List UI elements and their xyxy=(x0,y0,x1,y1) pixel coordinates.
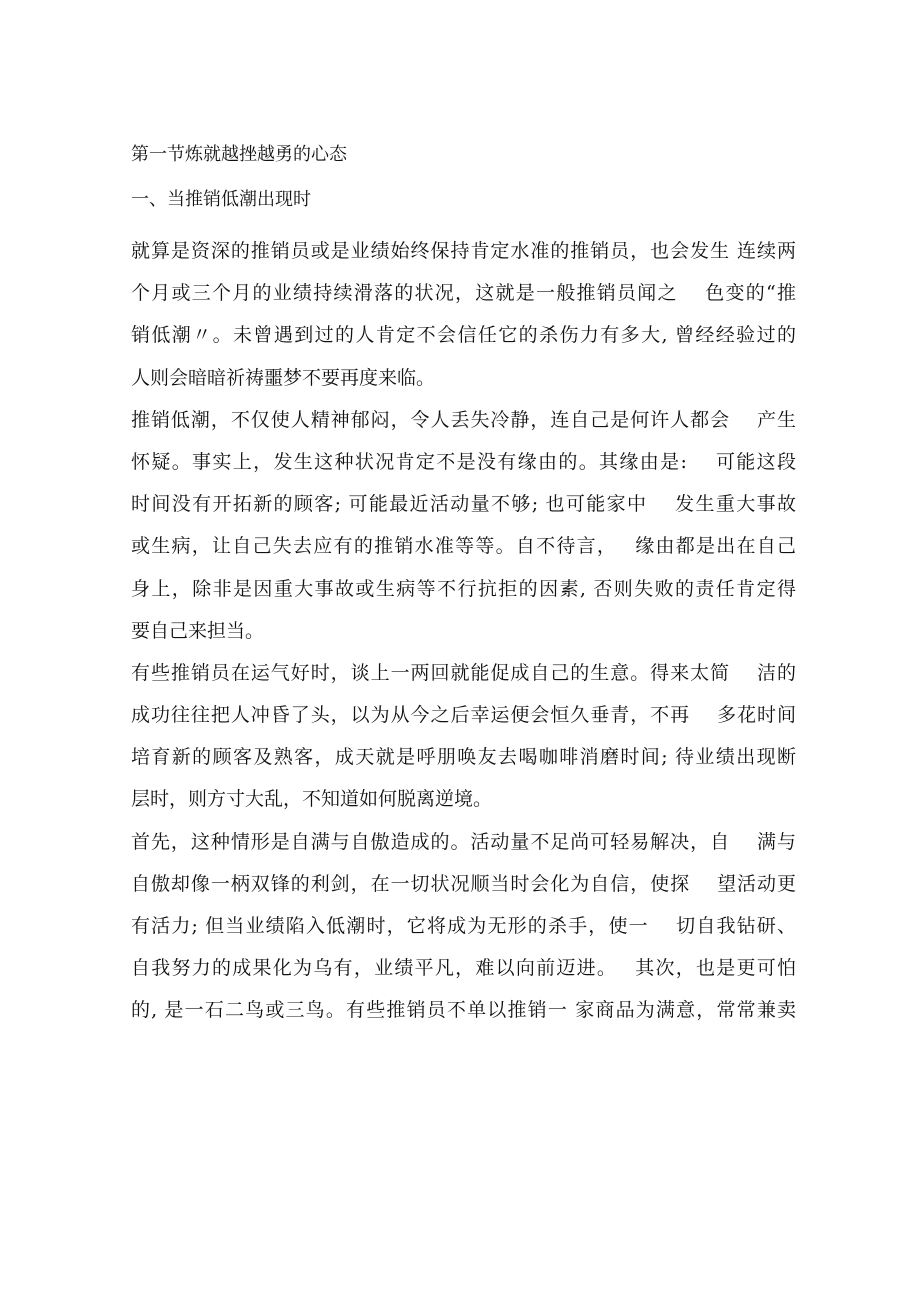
text-line: 要自己来担当。 xyxy=(131,619,265,642)
text-line: 个月或三个月的业绩持续滑落的状况，这就是一般推销员闻之 色变的“推 xyxy=(131,282,796,305)
body-text xyxy=(131,230,796,1032)
text-line: 推销低潮，不仅使人精神郁闷，令人丢失冷静，连自己是何许人都会 产生 xyxy=(131,408,796,431)
text-line: 有活力; 但当业绩陷入低潮时，它将成为无形的杀手，使一 切自我钻研、 xyxy=(131,915,796,937)
text-line: 有些推销员在运气好时，谈上一两回就能促成自己的生意。得来太简 洁的 xyxy=(131,661,796,684)
subsection-title: 一、当推销低潮出现时 xyxy=(131,189,311,210)
text-line: 的, 是一石二鸟或三鸟。有些推销员不单以推销一 家商品为满意，常常兼卖 xyxy=(131,999,796,1022)
text-line: 销低潮〃。未曾遇到过的人肯定不会信任它的杀伤力有多大, 曾经经验过的 xyxy=(131,324,796,347)
text-line: 身上，除非是因重大事故或生病等不行抗拒的因素, 否则失败的责任肯定得 xyxy=(131,577,796,600)
text-line: 层时，则方寸大乱，不知道如何脱离逆境。 xyxy=(131,788,493,811)
text-line: 培育新的顾客及熟客，成天就是呼朋唤友去喝咖啡消磨时间; 待业绩出现断 xyxy=(131,746,796,769)
text-line: 首先，这种情形是自满与自傲造成的。活动量不足尚可轻易解决，自 满与 xyxy=(131,830,796,853)
text-line: 成功往往把人冲昏了头，以为从今之后幸运便会恒久垂青，不再 多花时间 xyxy=(131,704,796,727)
text-line: 人则会暗暗祈祷噩梦不要再度来临。 xyxy=(131,366,436,389)
text-line: 时间没有开拓新的顾客; 可能最近活动量不够; 也可能家中 发生重大事故 xyxy=(131,493,796,516)
text-line: 怀疑。事实上，发生这种状况肯定不是没有缘由的。其缘由是: 可能这段 xyxy=(131,450,796,473)
text-line: 就算是资深的推销员或是业绩始终保持肯定水准的推销员，也会发生 连续两 xyxy=(131,240,796,262)
text-line: 自我努力的成果化为乌有，业绩平凡，难以向前迈进。 其次，也是更可怕 xyxy=(131,957,796,980)
text-line: 自傲却像一柄双锋的利剑，在一切状况顺当时会化为自信，使探 望活动更 xyxy=(131,872,796,895)
text-line: 或生病，让自己失去应有的推销水准等等。自不待言， 缘由都是出在自己 xyxy=(131,535,796,558)
section-title: 第一节炼就越挫越勇的心态 xyxy=(131,144,347,165)
